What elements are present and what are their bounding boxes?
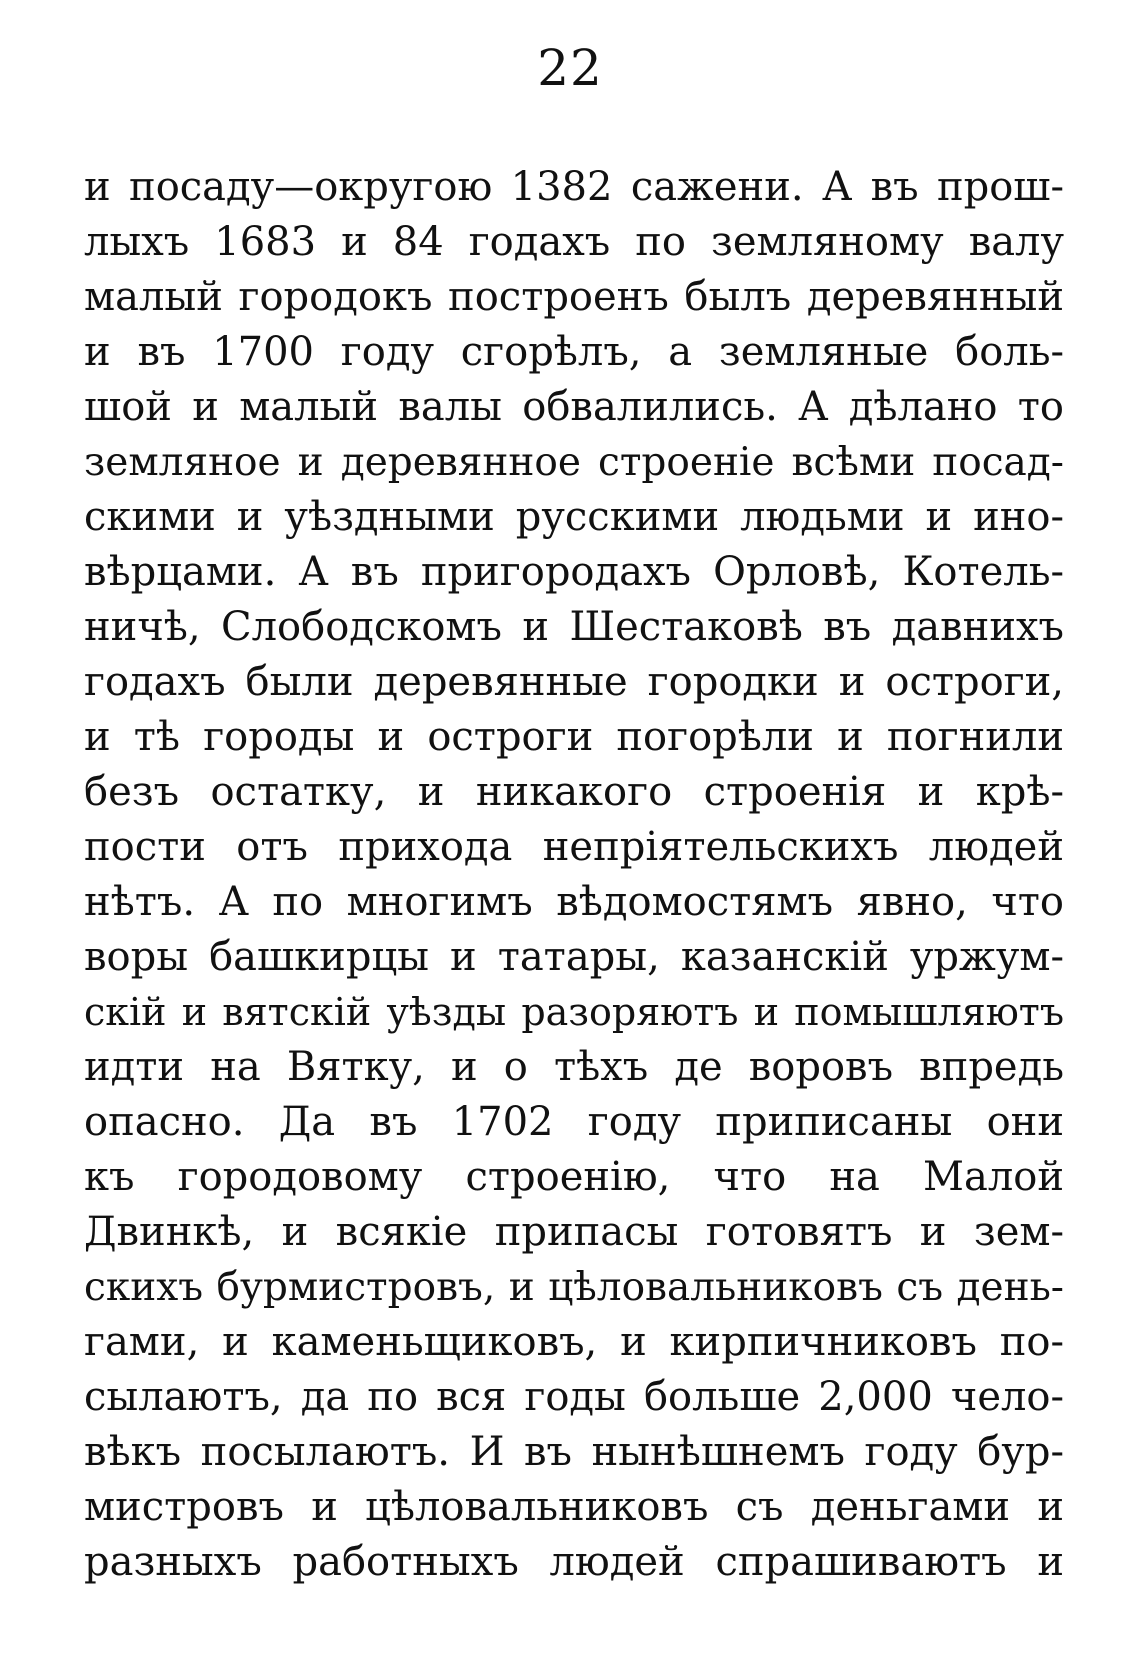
text-line: шой и малый валы обвалились. А дѣлано то (84, 384, 1064, 430)
text-line: скими и уѣздными русскими людьми и ино- (84, 494, 1064, 540)
text-line: воры башкирцы и татары, казанскій уржум- (84, 934, 1064, 980)
text-line: и посаду—округою 1382 сажени. А въ прош- (84, 164, 1064, 210)
text-line: вѣрцами. А въ пригородахъ Орловѣ, Котель- (84, 549, 1064, 595)
text-line: земляное и деревянное строеніе всѣми посад- (84, 440, 1064, 485)
text-line: сылаютъ, да по вся годы больше 2,000 чело- (84, 1374, 1064, 1420)
text-line: идти на Вятку, и о тѣхъ де воровъ впредь (84, 1044, 1064, 1090)
text-line: скій и вятскій уѣзды разоряютъ и помышляютъ (84, 990, 1064, 1034)
text-line: Двинкѣ, и всякіе припасы готовятъ и зем- (84, 1209, 1064, 1255)
body-text (84, 160, 1064, 1590)
text-line: мистровъ и цѣловальниковъ съ деньгами и (84, 1484, 1064, 1530)
text-line: ничѣ, Слободскомъ и Шестаковѣ въ давнихъ (84, 604, 1064, 650)
text-line: къ городовому строенію, что на Малой (84, 1154, 1064, 1200)
text-line: безъ остатку, и никакого строенія и крѣ- (84, 769, 1064, 815)
text-line: годахъ были деревянные городки и остроги, (84, 659, 1064, 705)
text-line: гами, и каменьщиковъ, и кирпичниковъ по- (84, 1319, 1064, 1365)
text-line: вѣкъ посылаютъ. И въ нынѣшнемъ году бур- (84, 1429, 1064, 1475)
text-line: и въ 1700 году сгорѣлъ, а земляные боль- (84, 329, 1064, 375)
text-line: лыхъ 1683 и 84 годахъ по земляному валу (84, 219, 1064, 265)
text-line: пости отъ прихода непріятельскихъ людей (84, 824, 1064, 870)
text-line: малый городокъ построенъ былъ деревянный (84, 274, 1064, 320)
text-line: опасно. Да въ 1702 году приписаны они (84, 1099, 1064, 1145)
text-line: нѣтъ. А по многимъ вѣдомостямъ явно, что (84, 879, 1064, 925)
text-line: и тѣ городы и остроги погорѣли и погнили (84, 714, 1064, 760)
text-line: скихъ бурмистровъ, и цѣловальниковъ съ день- (84, 1265, 1064, 1310)
page-number: 22 (537, 39, 603, 97)
text-line: разныхъ работныхъ людей спрашиваютъ и (84, 1539, 1064, 1585)
